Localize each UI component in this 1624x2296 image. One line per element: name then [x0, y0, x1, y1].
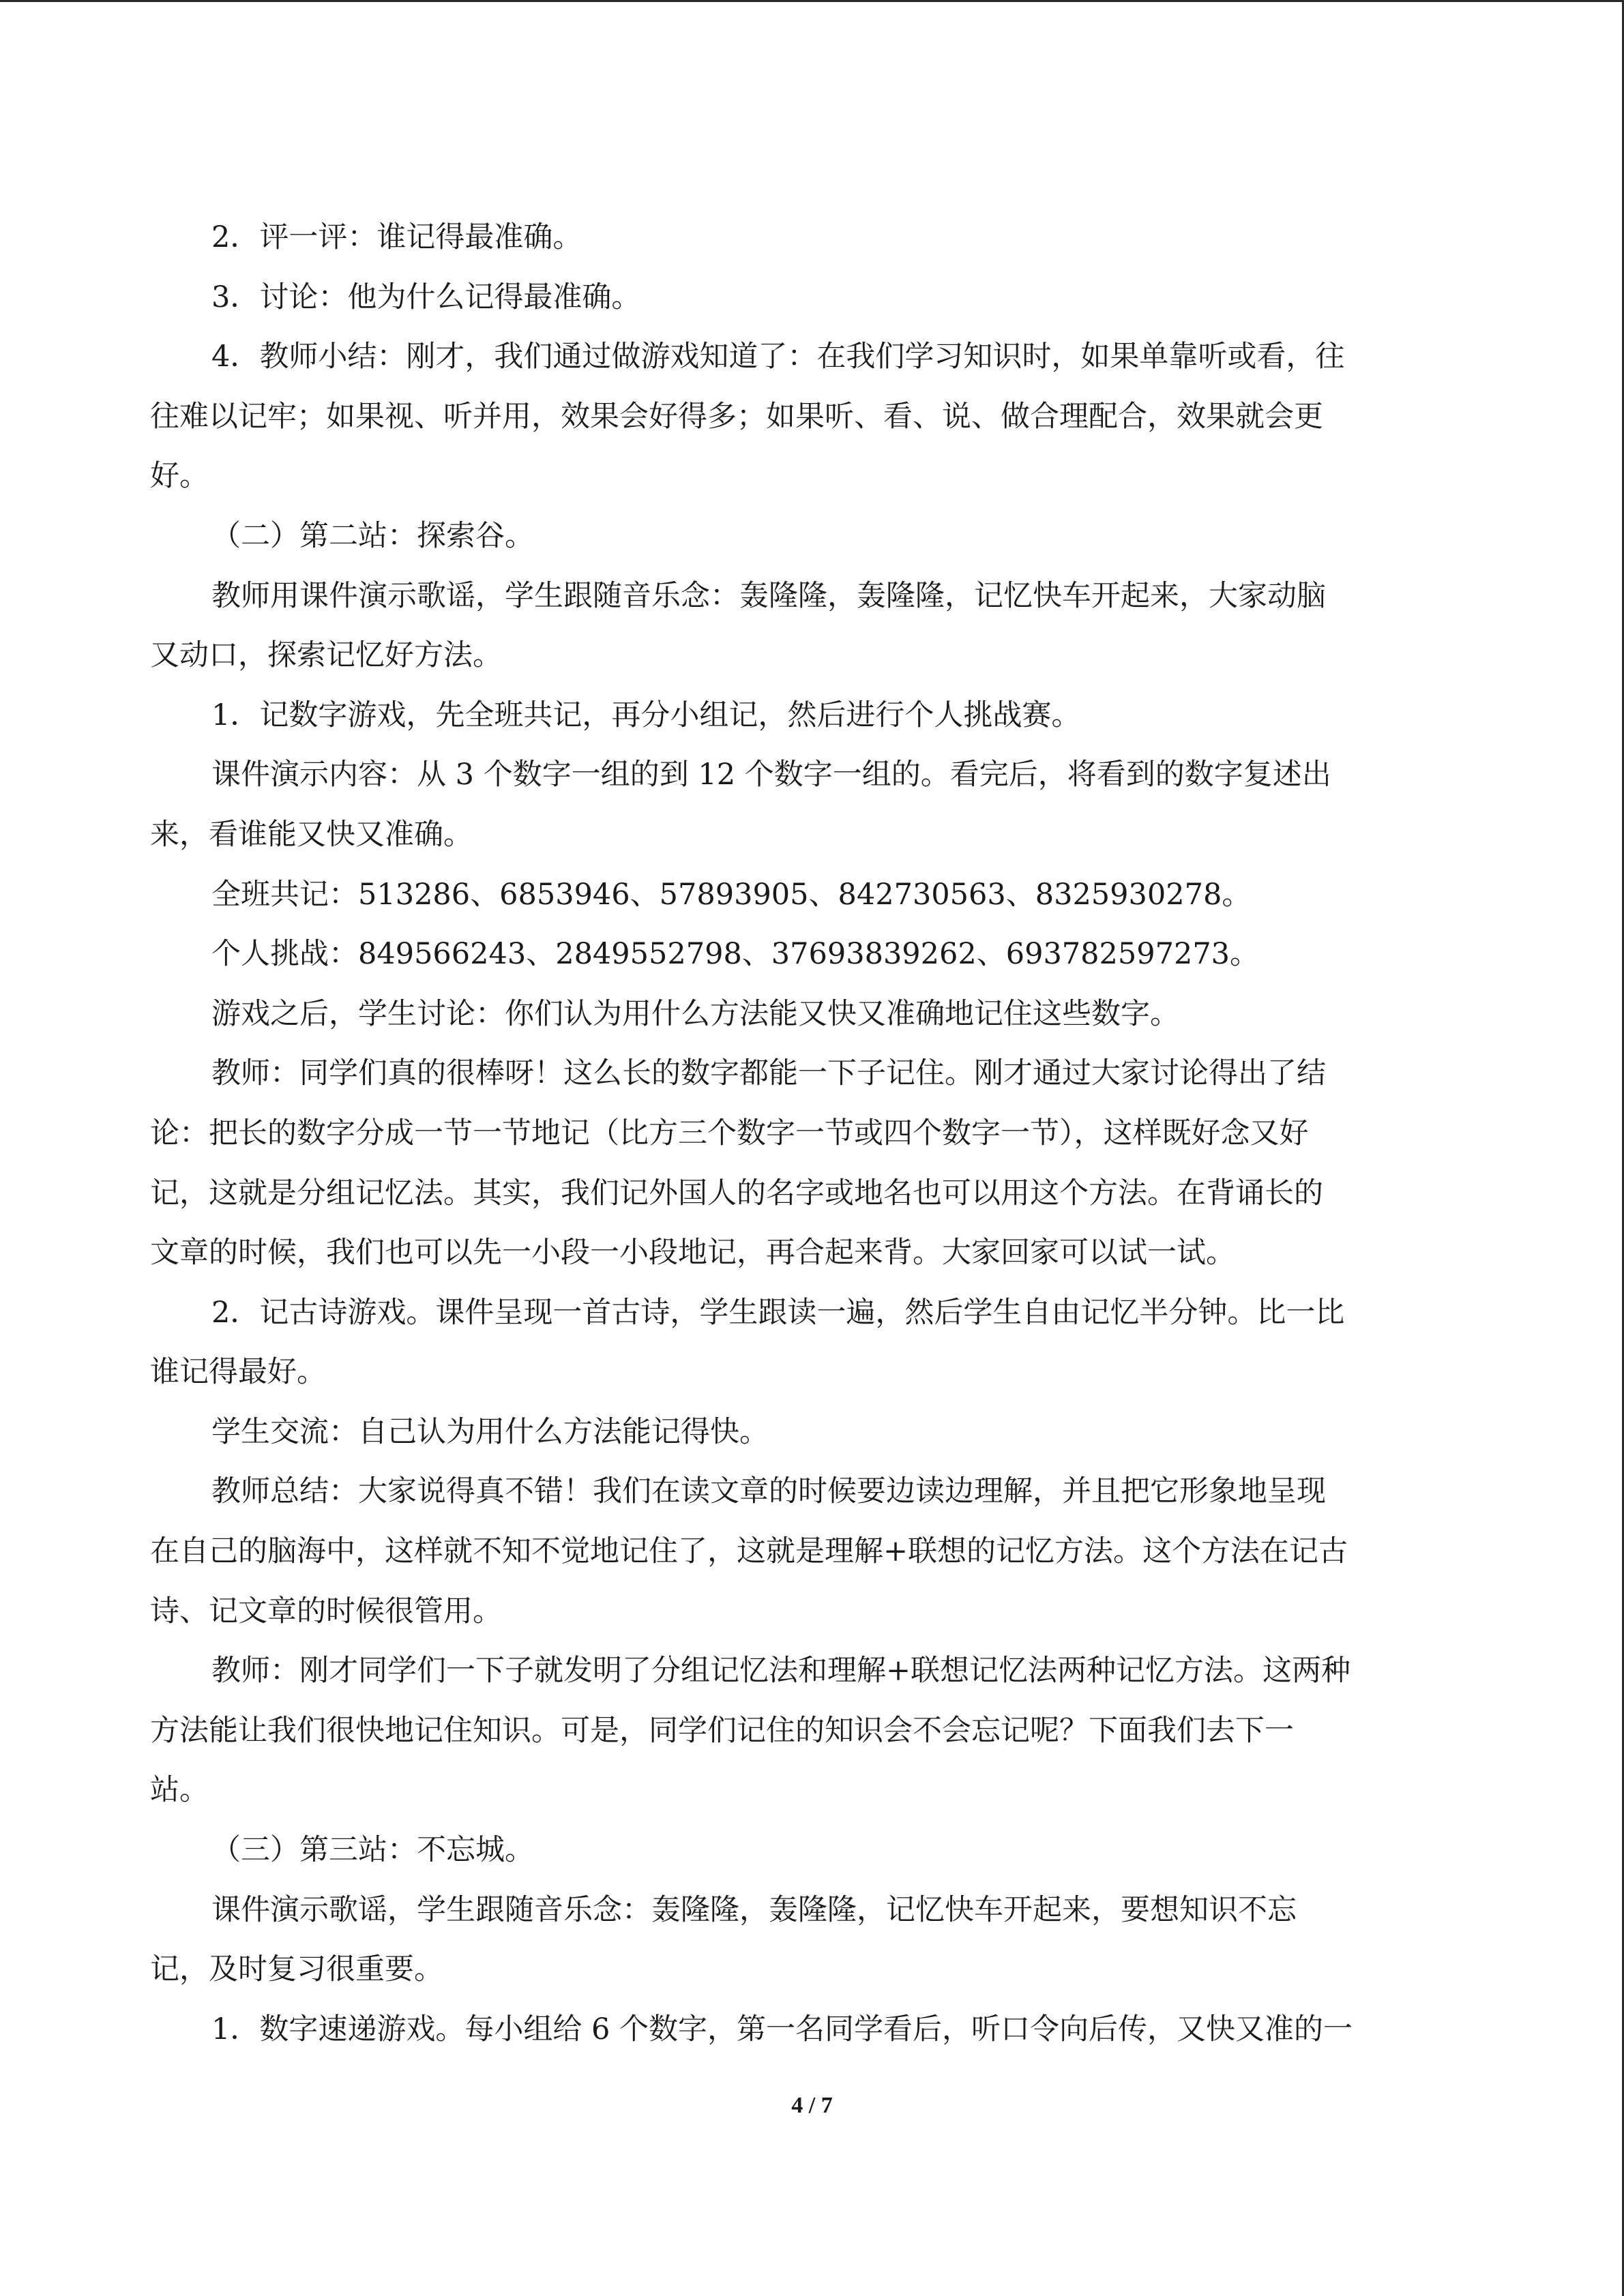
paragraph-line: 2．记古诗游戏。课件呈现一首古诗，学生跟读一遍，然后学生自由记忆半分钟。比一比 — [211, 1295, 1345, 1330]
paragraph-line: 教师用课件演示歌谣，学生跟随音乐念：轰隆隆，轰隆隆，记忆快车开起来，大家动脑 — [211, 578, 1326, 613]
paragraph-line: 又动口，探索记忆好方法。 — [150, 638, 502, 673]
page-number: 4 / 7 — [791, 2093, 833, 2118]
paragraph-line: 课件演示歌谣，学生跟随音乐念：轰隆隆，轰隆隆，记忆快车开起来，要想知识不忘 — [211, 1892, 1297, 1927]
section-heading: （二）第二站：探索谷。 — [211, 518, 534, 553]
paragraph-line: 课件演示内容：从 3 个数字一组的到 12 个数字一组的。看完后，将看到的数字复述出 — [211, 758, 1331, 792]
paragraph-line: 在自己的脑海中，这样就不知不觉地记住了，这就是理解+联想的记忆方法。这个方法在记古 — [150, 1534, 1348, 1569]
paragraph-line: 教师：刚才同学们一下子就发明了分组记忆法和理解+联想记忆法两种记忆方法。这两种 — [211, 1654, 1351, 1688]
paragraph-line: 学生交流：自己认为用什么方法能记得快。 — [211, 1414, 769, 1449]
paragraph-line: 诗、记文章的时候很管用。 — [150, 1594, 502, 1628]
paragraph-line: 记，及时复习很重要。 — [150, 1952, 443, 1987]
paragraph-line: 1．数字速递游戏。每小组给 6 个数字，第一名同学看后，听口令向后传，又快又准的一 — [211, 2012, 1353, 2046]
document-body — [150, 208, 1477, 2059]
paragraph-line: 往难以记牢；如果视、听并用，效果会好得多；如果听、看、说、做合理配合，效果就会更 — [150, 399, 1323, 434]
paragraph-line: 站。 — [150, 1773, 209, 1808]
paragraph-line: 文章的时候，我们也可以先一小段一小段地记，再合起来背。大家回家可以试一试。 — [150, 1236, 1235, 1270]
paragraph-line: 教师：同学们真的很棒呀！这么长的数字都能一下子记住。刚才通过大家讨论得出了结 — [211, 1056, 1326, 1091]
paragraph-line: 来，看谁能又快又准确。 — [150, 817, 473, 852]
paragraph-line: 个人挑战：849566243、2849552798、37693839262、693782597273。 — [211, 937, 1260, 972]
paragraph-line: 4．教师小结：刚才，我们通过做游戏知道了：在我们学习知识时，如果单靠听或看，往 — [211, 340, 1345, 374]
paragraph-line: 2．评一评：谁记得最准确。 — [211, 220, 582, 254]
paragraph-line: 1．记数字游戏，先全班共记，再分小组记，然后进行个人挑战赛。 — [211, 698, 1081, 732]
paragraph-line: 记，这就是分组记忆法。其实，我们记外国人的名字或地名也可以用这个方法。在背诵长的 — [150, 1176, 1323, 1210]
section-heading: （三）第三站：不忘城。 — [211, 1833, 534, 1868]
paragraph-line: 教师总结：大家说得真不错！我们在读文章的时候要边读边理解，并且把它形象地呈现 — [211, 1474, 1326, 1509]
paragraph-line: 论：把长的数字分成一节一节地记（比方三个数字一节或四个数字一节），这样既好念又好 — [150, 1116, 1309, 1150]
paragraph-line: 方法能让我们很快地记住知识。可是，同学们记住的知识会不会忘记呢？下面我们去下一 — [150, 1713, 1294, 1748]
paragraph-line: 全班共记：513286、6853946、57893905、842730563、8325930278。 — [211, 877, 1252, 912]
paragraph-line: 谁记得最好。 — [150, 1355, 326, 1390]
paragraph-line: 游戏之后，学生讨论：你们认为用什么方法能又快又准确地记住这些数字。 — [211, 996, 1179, 1031]
page-top-border — [0, 0, 1624, 2]
paragraph-line: 好。 — [150, 459, 209, 494]
paragraph-line: 3．讨论：他为什么记得最准确。 — [211, 280, 641, 314]
